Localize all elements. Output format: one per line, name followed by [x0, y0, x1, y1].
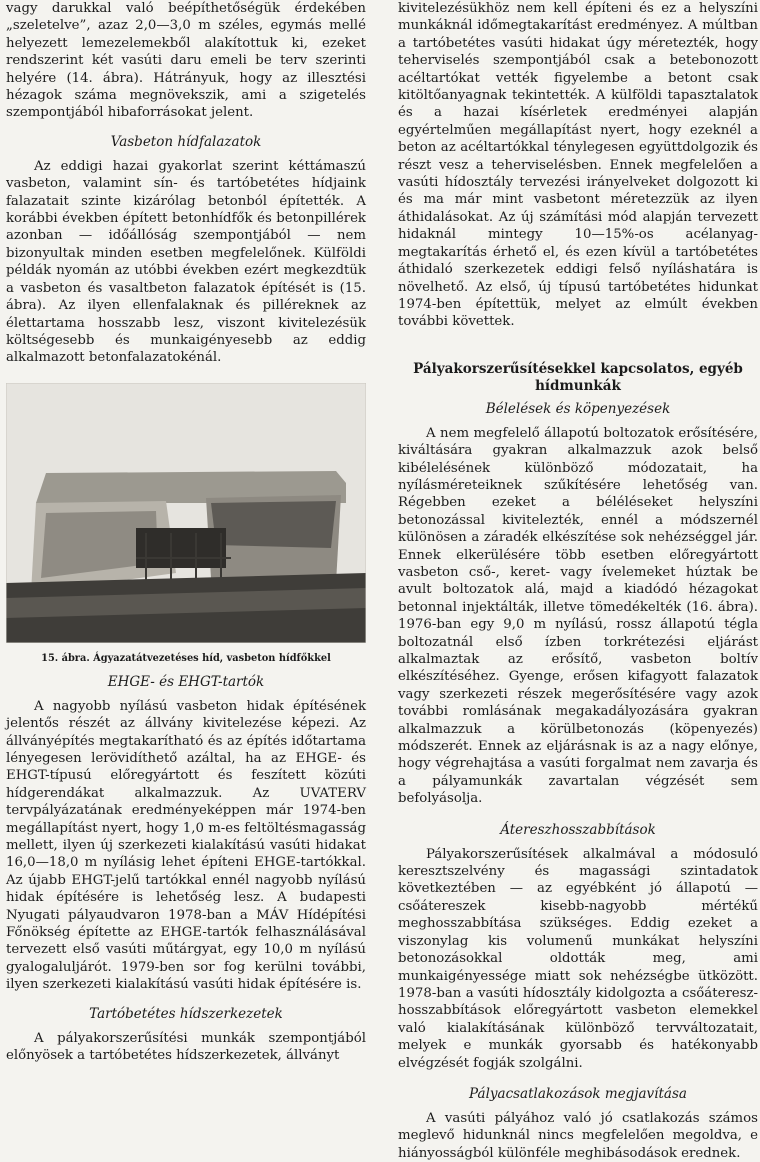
section-heading: EHGE- és EHGT-tartók — [107, 673, 265, 690]
paragraph: Az eddigi hazai gyakorlat szerint kéttámaszú vasbeton, valamint sín- és tartóbetétes hídjaink falazatait szinte kizárólag betonból építették. A korábbi években épített betonhídfők és betonpillérek azonban — időállóság szempontjából — nem bizonyultak minden esetben megfelelőnek. Külföldi példák nyomán az utóbbi években ezért megkezdtük a vasbeton és vasaltbeton falazatok építését is (15. ábra). Az ilyen ellenfalaknak és pilléreknek az élettartama hosszabb lesz, viszont kivitelezésük költségesebb és munkaigényesebb az eddig alkalmazott betonfalazatokénál. — [6, 158, 366, 366]
paragraph: A pályakorszerűsítési munkák szempontjából előnyösek a tartóbetétes hídszerkezetek, állványt — [6, 1030, 366, 1064]
paragraph: A nem megfelelő állapotú boltozatok erősítésére, kiváltására gyakran alkalmazzuk azok belső kibélelésének különböző módozatait, ha nyílásméreteiknek szűkítésére lehetőség van. Régebben ezeket a béléléseket helyszíni betonozással kivitelezték, ennél a módszernél különösen a záradék elkészítése sok nehézséggel jár. Ennek elkerülésére több esetben előregyártott vasbeton cső-, keret- vagy ívelemeket húztak be avult boltozatok alá, majd a kiadódó hézagokat betonnal injektálták, illetve tömedékelték (16. ábra). 1976-ban egy 9,0 m nyílású, rossz állapotú tégla boltozatnál első ízben torkrétezési eljárást alkalmaztak az erősítő, vasbeton boltív elkészítéséhez. Gyenge, erősen kifagyott falazatok vagy szerkezeti részek megerősítésére vagy azok további romlásának megakadályozására gyakran alkalmazzuk a körülbetonozás (köpenyezés) módszerét. Ennek az eljárásnak is az a nagy előnye, hogy végrehajtása a vasúti forgalmat nem zavarja és a pályamunkák zavartalan végzését sem befolyásolja. — [398, 425, 758, 807]
section-heading: Pályakorszerűsítésekkel kapcsolatos, egyéb hídmunkák — [413, 360, 743, 394]
paragraph: kivitelezésükhöz nem kell építeni és ez a helyszíni munkáknál időmegtakarítást eredményez. A múltban a tartóbetétes vasúti hidakat úgy méretezték, hogy teherviselés szempontjából csak a betebonozott acéltartókat vették figyelembe a betont csak kitöltőanyagnak tekintették. A külföldi tapasztalatok és a hazai kísérletek eredményei alapján egyértelműen megállapítást nyert, hogy ezeknél a beton az acéltartókkal ténylegesen együttdolgozik és részt vesz a teherviselésben. Ennek megfelelően a vasúti hídosztály tervezési irányelveket dolgozott ki és ma már mint vasbetont méretezzük az ilyen áthidalásokat. Az új számítási mód alapján tervezett hidaknál mintegy 10—15%-os acélanyag-megtakarítás érhető el, és ezen kívül a tartóbetétes áthidaló szerkezetek eddigi felső nyíláshatára is növelhető. Az első, új típusú tartóbetétes hidunkat 1974-ben építettük, melyet az elmúlt években további követtek. — [398, 1, 758, 330]
right-column — [398, 0, 758, 1162]
left-column — [6, 0, 366, 1064]
section-heading: Tartóbetétes hídszerkezetek — [89, 1005, 283, 1022]
bridge-photo-illustration — [6, 383, 366, 643]
section-heading: Pályacsatlakozások megjavítása — [469, 1085, 687, 1102]
section-heading: Átereszhosszabbítások — [500, 821, 656, 838]
section-heading: Bélelések és köpenyezések — [485, 400, 671, 417]
paragraph: Pályakorszerűsítések alkalmával a módosuló keresztszelvény és magassági szintadatok következtében — az egyébként jó állapotú — csőátereszek kisebb-nagyobb mértékű meghosszabbítása szükséges. Eddig ezeket a viszonylag kis volumenű munkákat helyszíni betonozásokkal oldották meg, ami munkaigényessége miatt sok nehézségbe ütközött. 1978-ban a vasúti hídosztály kidolgozta a csőáteresz-hosszabbítások előregyártott vasbeton elemekkel való kialakításának különböző tervváltozatait, melyek e munkák gyorsabb és hatékonyabb elvégzését fogják szolgálni. — [398, 846, 758, 1071]
figure-photo — [6, 383, 366, 643]
figure-caption: 15. ábra. Ágyazatátvezetéses híd, vasbeton hídfőkkel — [41, 652, 331, 664]
paragraph: A vasúti pályához való jó csatlakozás számos meglevő hidunknál nincs megfelelően megoldva, e hiányosságból különféle meghibásodások erednek. — [398, 1110, 758, 1161]
paragraph: A nagyobb nyílású vasbeton hidak építésének jelentős részét az állvány kivitelezése képezi. Az állványépítés megtakarítható és az építés időtartama lényegesen lerövidíthető azáltal, ha az EHGE- és EHGT-típusú előregyártott és feszített közúti hídgerendákat alkalmazzuk. Az UVATERV tervpályázatának eredményeképpen már 1974-ben megállapítást nyert, hogy 1,0 m-es feltöltésmagasság mellett, ilyen új szerkezeti kialakítású vasúti hidakat 16,0—18,0 m nyílásig lehet építeni EHGE-tartókkal. Az újabb EHGT-jelű tartókkal ennél nagyobb nyílású hidak építésére is lehetőség lesz. A budapesti Nyugati pályaudvaron 1978-ban a MÁV Hídépítési Főnökség építette az EHGE-tartók felhasználásával tervezett első vasúti műtárgyat, egy 10,0 m nyílású gyalogaluljárót. 1979-ben sor fog kerülni további, ilyen szerkezeti kialakítású vasúti hidak építésére is. — [6, 698, 366, 993]
paragraph: vagy darukkal való beépíthetőségük érdekében „szeletelve”, azaz 2,0—3,0 m széles, egymás mellé helyezett lemezelemekből alakítottuk ki, ezeket rendszerint két vasúti daru emeli be terv szerinti helyére (14. ábra). Hátrányuk, hogy az illesztési hézagok száma megnövekszik, ami a szigetelés szempontjából hibaforrásokat jelent. — [6, 1, 366, 121]
section-heading: Vasbeton hídfalazatok — [110, 133, 262, 150]
